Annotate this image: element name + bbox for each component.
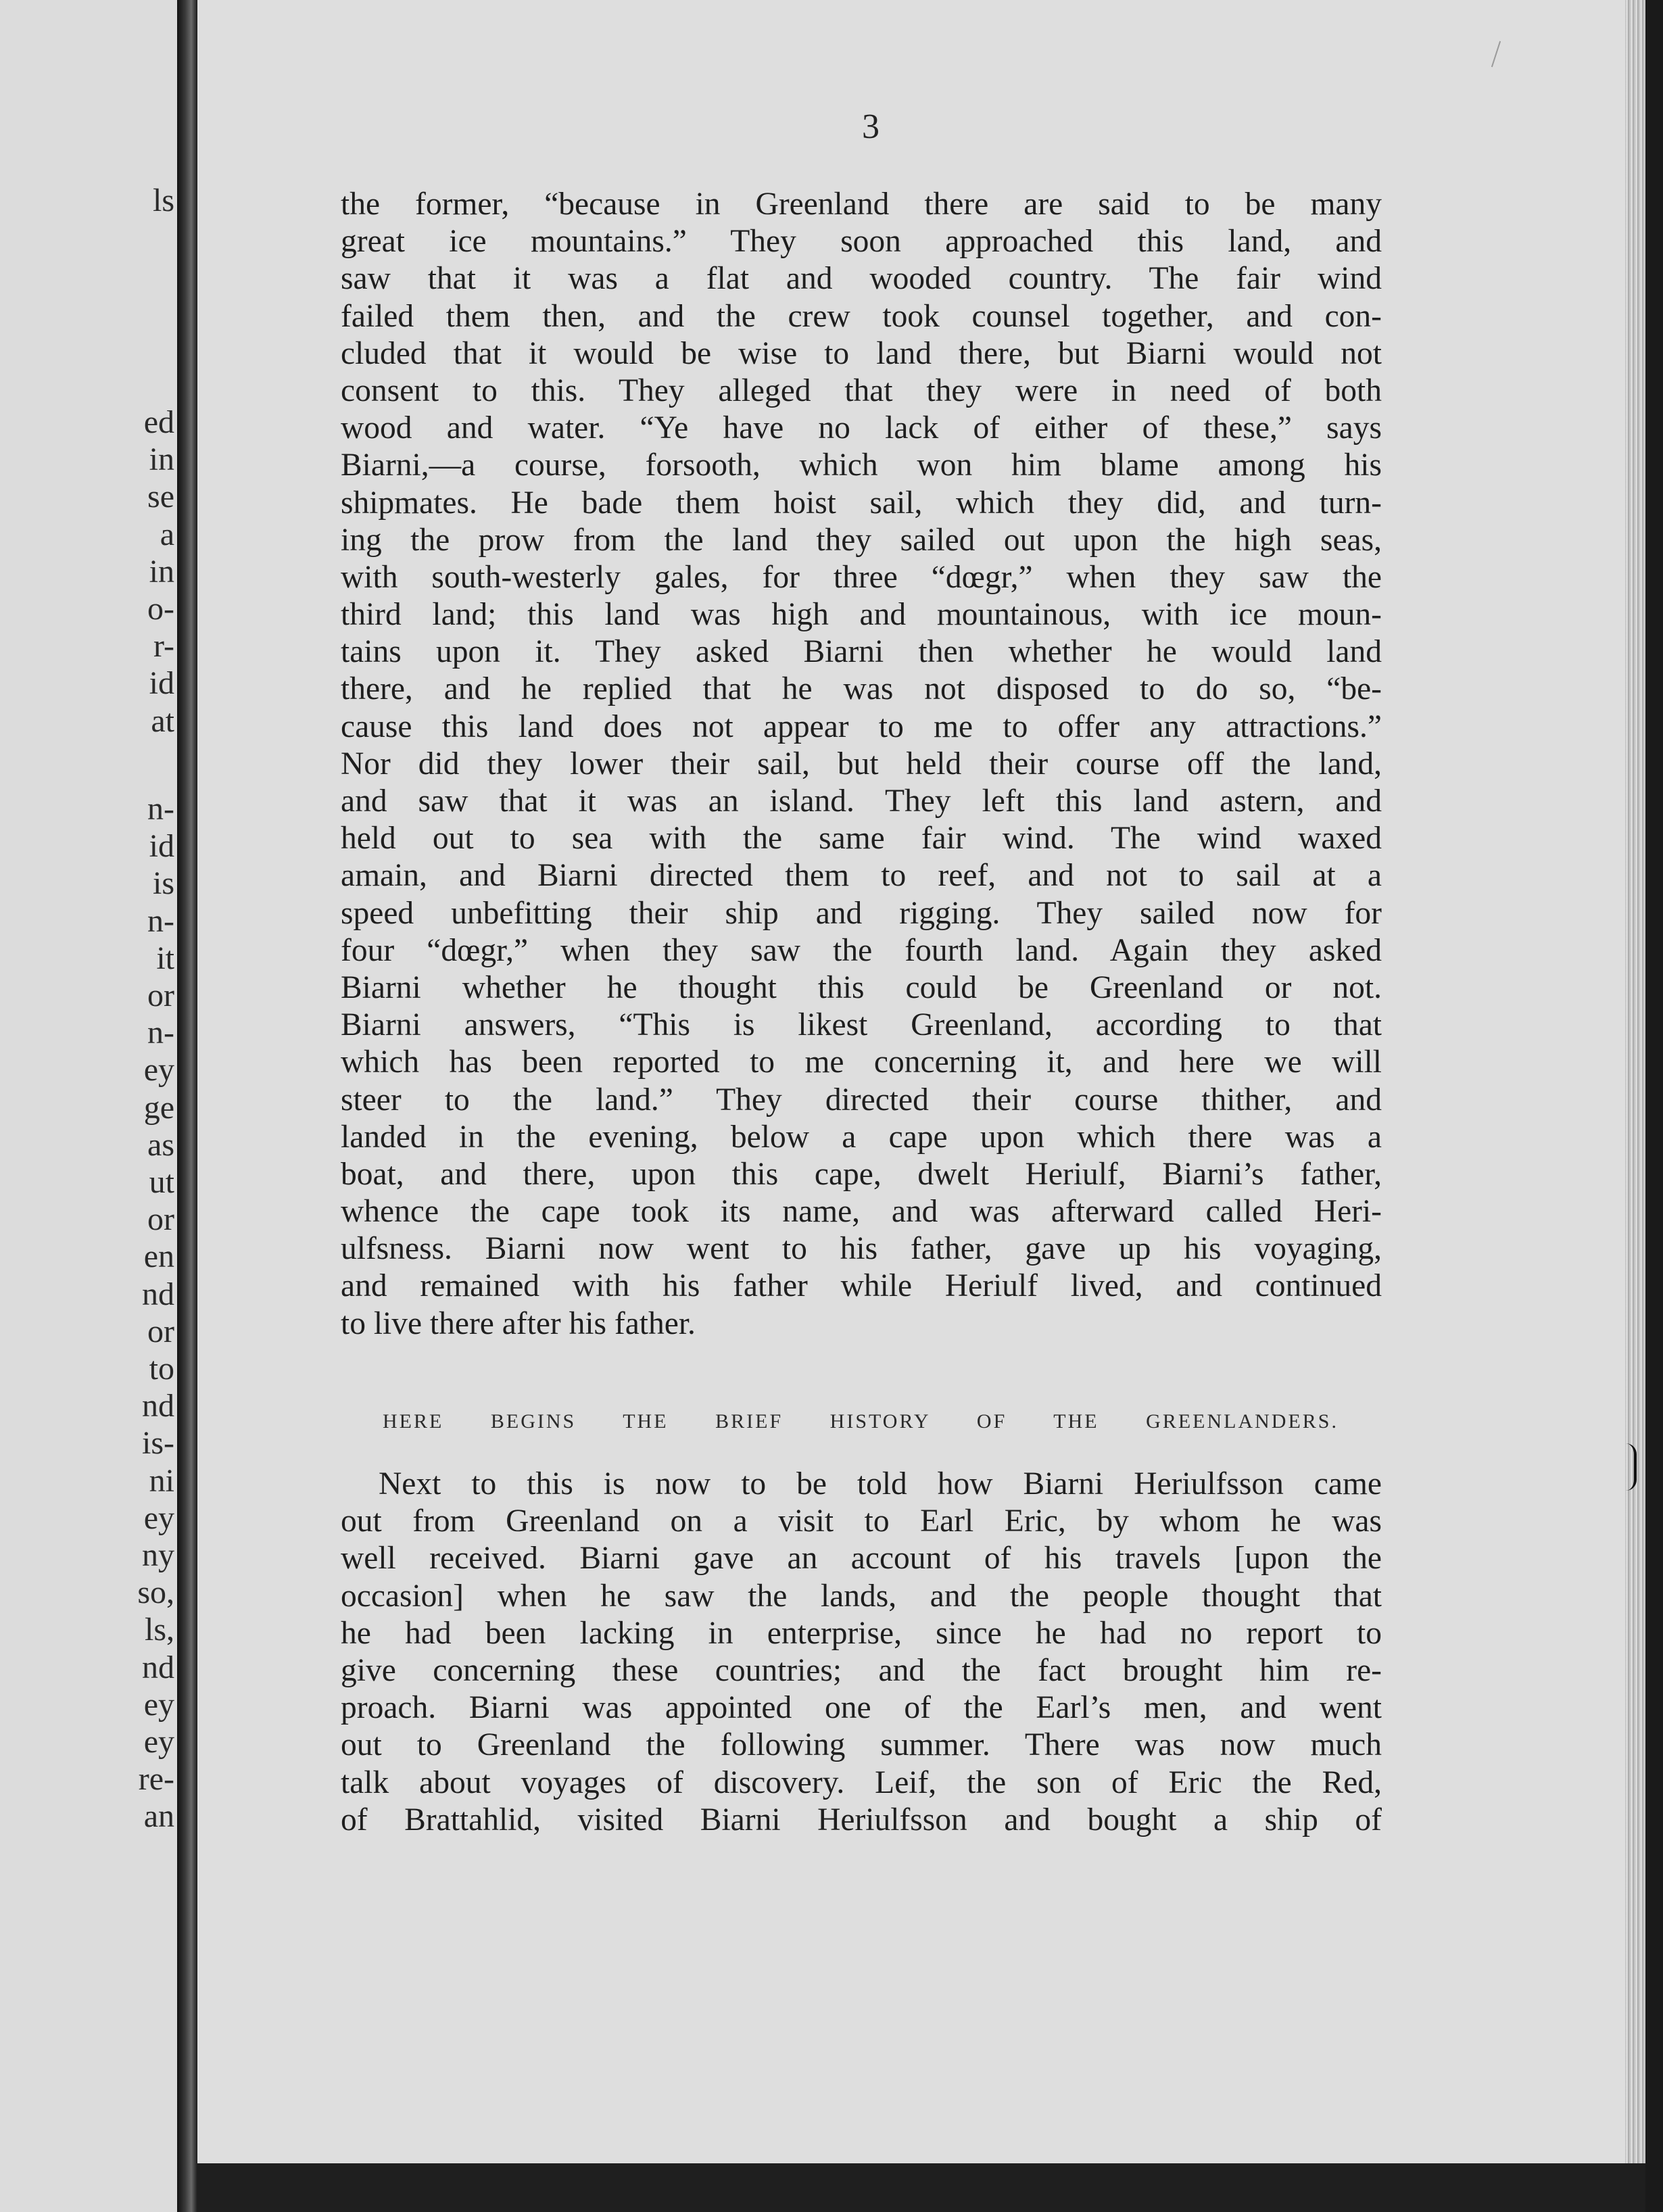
text-line: great ice mountains.” They soon approached this land, and (341, 224, 1382, 260)
text-line: Nor did they lower their sail, but held their course off the land, (341, 746, 1382, 782)
previous-page-fragment: ey (143, 1686, 174, 1723)
previous-page-fragment: nd (142, 1388, 174, 1424)
text-line: and saw that it was an island. They left this land astern, and (341, 784, 1382, 819)
previous-page-fragment: an (143, 1798, 174, 1835)
previous-page-fragment: or (147, 978, 174, 1013)
text-line: third land; this land was high and mountainous, with ice moun- (341, 597, 1382, 633)
previous-page-fragment: o- (147, 591, 174, 627)
previous-page-fragment: ey (143, 1499, 174, 1536)
page-bottom-shadow (197, 2163, 1645, 2212)
page-edges (1625, 0, 1645, 2212)
previous-page-fragment: ut (149, 1164, 174, 1200)
previous-page-fragment: ge (143, 1089, 174, 1126)
previous-page-fragment: ey (143, 1052, 174, 1088)
previous-page-strip (0, 0, 177, 2212)
text-line: ulfsness. Biarni now went to his father, gave up his voyaging, (341, 1231, 1382, 1267)
text-line: four “dœgr,” when they saw the fourth land. Again they asked (341, 932, 1382, 968)
text-line: cluded that it would be wise to land there, but Biarni would not (341, 335, 1382, 371)
text-line: consent to this. They alleged that they were in need of both (341, 372, 1382, 408)
text-line: steer to the land.” They directed their course thither, and (341, 1082, 1382, 1117)
page-number: 3 (862, 107, 879, 146)
text-line: of Brattahlid, visited Biarni Heriulfsson and bought a ship of (341, 1802, 1382, 1837)
previous-page-fragment: or (147, 1313, 174, 1349)
previous-page-fragment: as (147, 1126, 174, 1163)
text-line: Biarni answers, “This is likest Greenland, according to that (341, 1007, 1382, 1043)
text-line: held out to sea with the same fair wind. The wind waxed (341, 821, 1382, 857)
previous-page-fragment: re- (138, 1761, 174, 1798)
text-line: give concerning these countries; and the fact brought him re- (341, 1652, 1382, 1688)
previous-page-fragment: is (152, 865, 174, 902)
previous-page-fragment: in (149, 441, 174, 478)
text-line: Biarni whether he thought this could be Greenland or not. (341, 969, 1382, 1005)
text-line: amain, and Biarni directed them to reef, and not to sail at a (341, 858, 1382, 894)
previous-page-fragment: ls (152, 183, 174, 218)
text-line: failed them then, and the crew took counsel together, and con- (341, 298, 1382, 334)
text-line: speed unbefitting their ship and rigging. They sailed now for (341, 895, 1382, 931)
previous-page-fragment: is- (142, 1425, 174, 1462)
previous-page-fragment: at (151, 702, 174, 739)
previous-page-fragment: nd (142, 1649, 174, 1685)
previous-page-fragment: in (149, 553, 174, 590)
previous-page-fragment: nd (142, 1276, 174, 1312)
previous-page-fragment: or (147, 1201, 174, 1238)
previous-page-fragment: it (156, 940, 174, 976)
paragraph-2 (341, 1466, 1382, 1839)
previous-page-fragment: a (160, 516, 174, 552)
text-line: the former, “because in Greenland there are said to be many (341, 187, 1382, 222)
section-heading: HERE BEGINS THE BRIEF HISTORY OF THE GREENLANDERS. (383, 1410, 1339, 1433)
book-spine (177, 0, 197, 2212)
text-line: cause this land does not appear to me to offer any attractions.” (341, 708, 1382, 744)
text-line: Biarni,—a course, forsooth, which won him blame among his (341, 448, 1382, 483)
previous-page-fragment: ey (143, 1724, 174, 1760)
text-line: which has been reported to me concerning it, and here we will (341, 1044, 1382, 1080)
previous-page-fragment: se (147, 479, 174, 515)
text-line: wood and water. “Ye have no lack of either of these,” says (341, 410, 1382, 446)
text-line: proach. Biarni was appointed one of the Earl’s men, and went (341, 1690, 1382, 1726)
previous-page-fragment: ni (149, 1462, 174, 1499)
text-line: Next to this is now to be told how Biarni Heriulfsson came (379, 1466, 1382, 1501)
text-line: out from Greenland on a visit to Earl Eric, by whom he was (341, 1504, 1382, 1539)
text-line: ing the prow from the land they sailed out upon the high seas, (341, 522, 1382, 558)
paragraph-1 (341, 186, 1382, 1343)
text-line: talk about voyages of discovery. Leif, the son of Eric the Red, (341, 1764, 1382, 1800)
scan-artifact-mark (1491, 41, 1501, 68)
text-line: boat, and there, upon this cape, dwelt Heriulf, Biarni’s father, (341, 1156, 1382, 1192)
previous-page-fragment: n- (147, 791, 174, 827)
text-line: occasion] when he saw the lands, and the people thought that (341, 1578, 1382, 1614)
text-line: tains upon it. They asked Biarni then whether he would land (341, 634, 1382, 670)
text-line: landed in the evening, below a cape upon which there was a (341, 1119, 1382, 1155)
previous-page-fragment: n- (147, 1015, 174, 1051)
text-line: he had been lacking in enterprise, since he had no report to (341, 1615, 1382, 1651)
text-line: and remained with his father while Heriulf lived, and continued (341, 1268, 1382, 1304)
previous-page-fragment: ls, (144, 1612, 174, 1648)
text-line: shipmates. He bade them hoist sail, which they did, and turn- (341, 485, 1382, 521)
text-line: there, and he replied that he was not disposed to do so, “be- (341, 671, 1382, 707)
text-line: well received. Biarni gave an account of his travels [upon the (341, 1541, 1382, 1577)
text-line: out to Greenland the following summer. There was now much (341, 1727, 1382, 1763)
previous-page-fragment: r- (153, 628, 174, 665)
text-line: whence the cape took its name, and was afterward called Heri- (341, 1194, 1382, 1230)
text-line: to live there after his father. (341, 1305, 696, 1341)
previous-page-fragment: ed (143, 404, 174, 440)
previous-page-fragment: to (149, 1351, 174, 1387)
previous-page-fragment: n- (147, 903, 174, 939)
previous-page-fragment: so, (137, 1574, 174, 1611)
text-line: with south-westerly gales, for three “dœgr,” when they saw the (341, 559, 1382, 595)
margin-bracket-mark (1626, 1443, 1637, 1491)
previous-page-fragment: ny (142, 1537, 174, 1573)
text-line: saw that it was a flat and wooded country. The fair wind (341, 261, 1382, 297)
previous-page-fragment: id (149, 828, 174, 865)
previous-page-fragment: en (143, 1239, 174, 1275)
previous-page-fragment: id (149, 665, 174, 702)
